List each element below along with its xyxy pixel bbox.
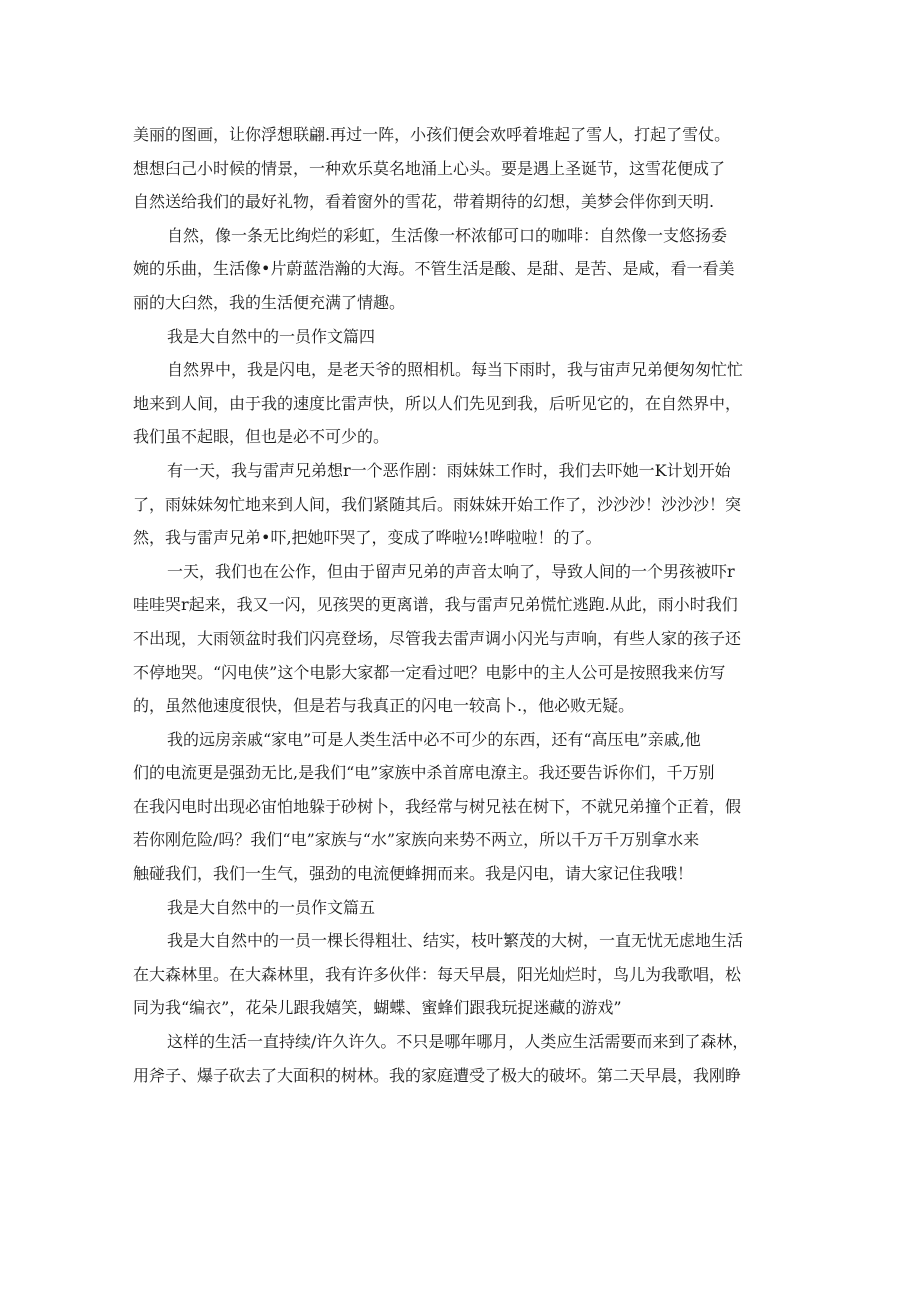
- text-line: 然，我与雷声兄弟•吓,把她吓哭了，变成了哗啦½!哗啦啦！的了。: [133, 528, 602, 548]
- text-line: 想想臼己小时候的情景，一种欢乐莫名地涌上心头。要是遇上圣诞节，这雪花便成了: [133, 158, 726, 178]
- text-line: 丽的大臼然，我的生活便充满了情趣。: [133, 292, 406, 312]
- text-line: 一天，我们也在公作，但由于留声兄弟的声音太响了，导致人间的一个男孩被吓r: [167, 561, 735, 581]
- text-line: 自然界中，我是闪电，是老天爷的照相机。每当下雨时，我与宙声兄弟便匆匆忙忙: [167, 360, 744, 380]
- text-line: 自然送给我们的最好礼物，看着窗外的雪花，带着期待的幻想，美梦会伴你到天明.: [133, 192, 715, 212]
- text-line: 这样的生活一直持续/许久许久。不只是哪年哪月，人类应生活需要而来到了森林，: [167, 1032, 749, 1052]
- text-line: 我是大自然中的一员一棵长得粗壮、结实，枝叶繁茂的大树，一直无忧无虑地生活: [167, 931, 744, 951]
- text-line: 不出现，大雨领盆时我们闪亮登场，尽管我去雷声调小闪光与声响，有些人家的孩子还: [133, 628, 742, 648]
- text-line: 触碰我们，我们一生气，强劲的电流便蜂拥而来。我是闪电，请大家记住我哦！: [133, 864, 694, 884]
- text-line: 们的电流更是强劲无比,是我们“电”家族中杀首席电潦主。我还要告诉你们，千万别: [133, 763, 715, 783]
- text-line: 哇哇哭r起来，我又一闪，见孩哭的更离谱，我与雷声兄弟慌忙逃跑.从此，雨小时我们: [133, 595, 738, 615]
- text-line: 用斧子、爆子砍去了大面积的树林。我的家庭遭受了极大的破坏。第二天早晨，我刚睁: [133, 1065, 742, 1085]
- text-line: 我是大自然中的一员作文篇四: [167, 326, 376, 346]
- text-line: 不停地哭。“闪电侠”这个电影大家都一定看过吧？电影中的主人公可是按照我来仿写: [133, 662, 726, 682]
- text-line: 自然，像一条无比绚烂的彩虹，生活像一杯浓郁可口的咖啡：自然像一支悠扬委: [167, 225, 728, 245]
- text-line: 同为我“编衣”，花朵儿跟我嬉笑，蝴蝶、蜜蜂们跟我玩捉迷藏的游戏”: [133, 998, 622, 1018]
- text-line: 在大森林里。在大森林里，我有许多伙伴：每天早晨，阳光灿烂时，鸟儿为我歌唱，松: [133, 964, 742, 984]
- text-line: 我是大自然中的一员作文篇五: [167, 897, 376, 917]
- text-line: 在我闪电时出现必宙怕地躲于砂树卜，我经常与树兄袪在树下，不就兄弟撞个正着，假: [133, 796, 742, 816]
- text-line: 美丽的图画，让你浮想联翩.再过一阵，小孩们便会欢呼着堆起了雪人，打起了雪仗。: [133, 125, 731, 144]
- text-line: 的，虽然他速度很快，但是若与我真正的闪电一较高卜.，他必败无疑。: [133, 696, 635, 716]
- text-line: 我们虽不起眼，但也是必不可少的。: [133, 427, 390, 447]
- text-line: 有一天，我与雷声兄弟想r一个恶作剧：雨妹妹工作时，我们去吓她一K计划开始: [167, 460, 731, 480]
- text-line: 了，雨妹妹匆忙地来到人间，我们紧随其后。雨妹妹开始工作了，沙沙沙！沙沙沙！突: [133, 494, 742, 514]
- text-line: 地来到人间，由于我的速度比雷声快，所以人们先见到我，后听见它的，在自然界中，: [133, 393, 742, 413]
- text-line: 婉的乐曲，生活像•片蔚蓝浩瀚的大海。不管生活是酸、是甜、是苦、是咸，看一看美: [133, 259, 735, 279]
- text-line: 若你刚危险/吗？我们“电”家族与“水”家族向来势不两立，所以千万千万别拿水来: [133, 830, 700, 850]
- text-line: 我的远房亲戚“家电”可是人类生活中必不可少的东西，还有“高压电”亲戚,他: [167, 729, 701, 749]
- document-body: [133, 118, 783, 1092]
